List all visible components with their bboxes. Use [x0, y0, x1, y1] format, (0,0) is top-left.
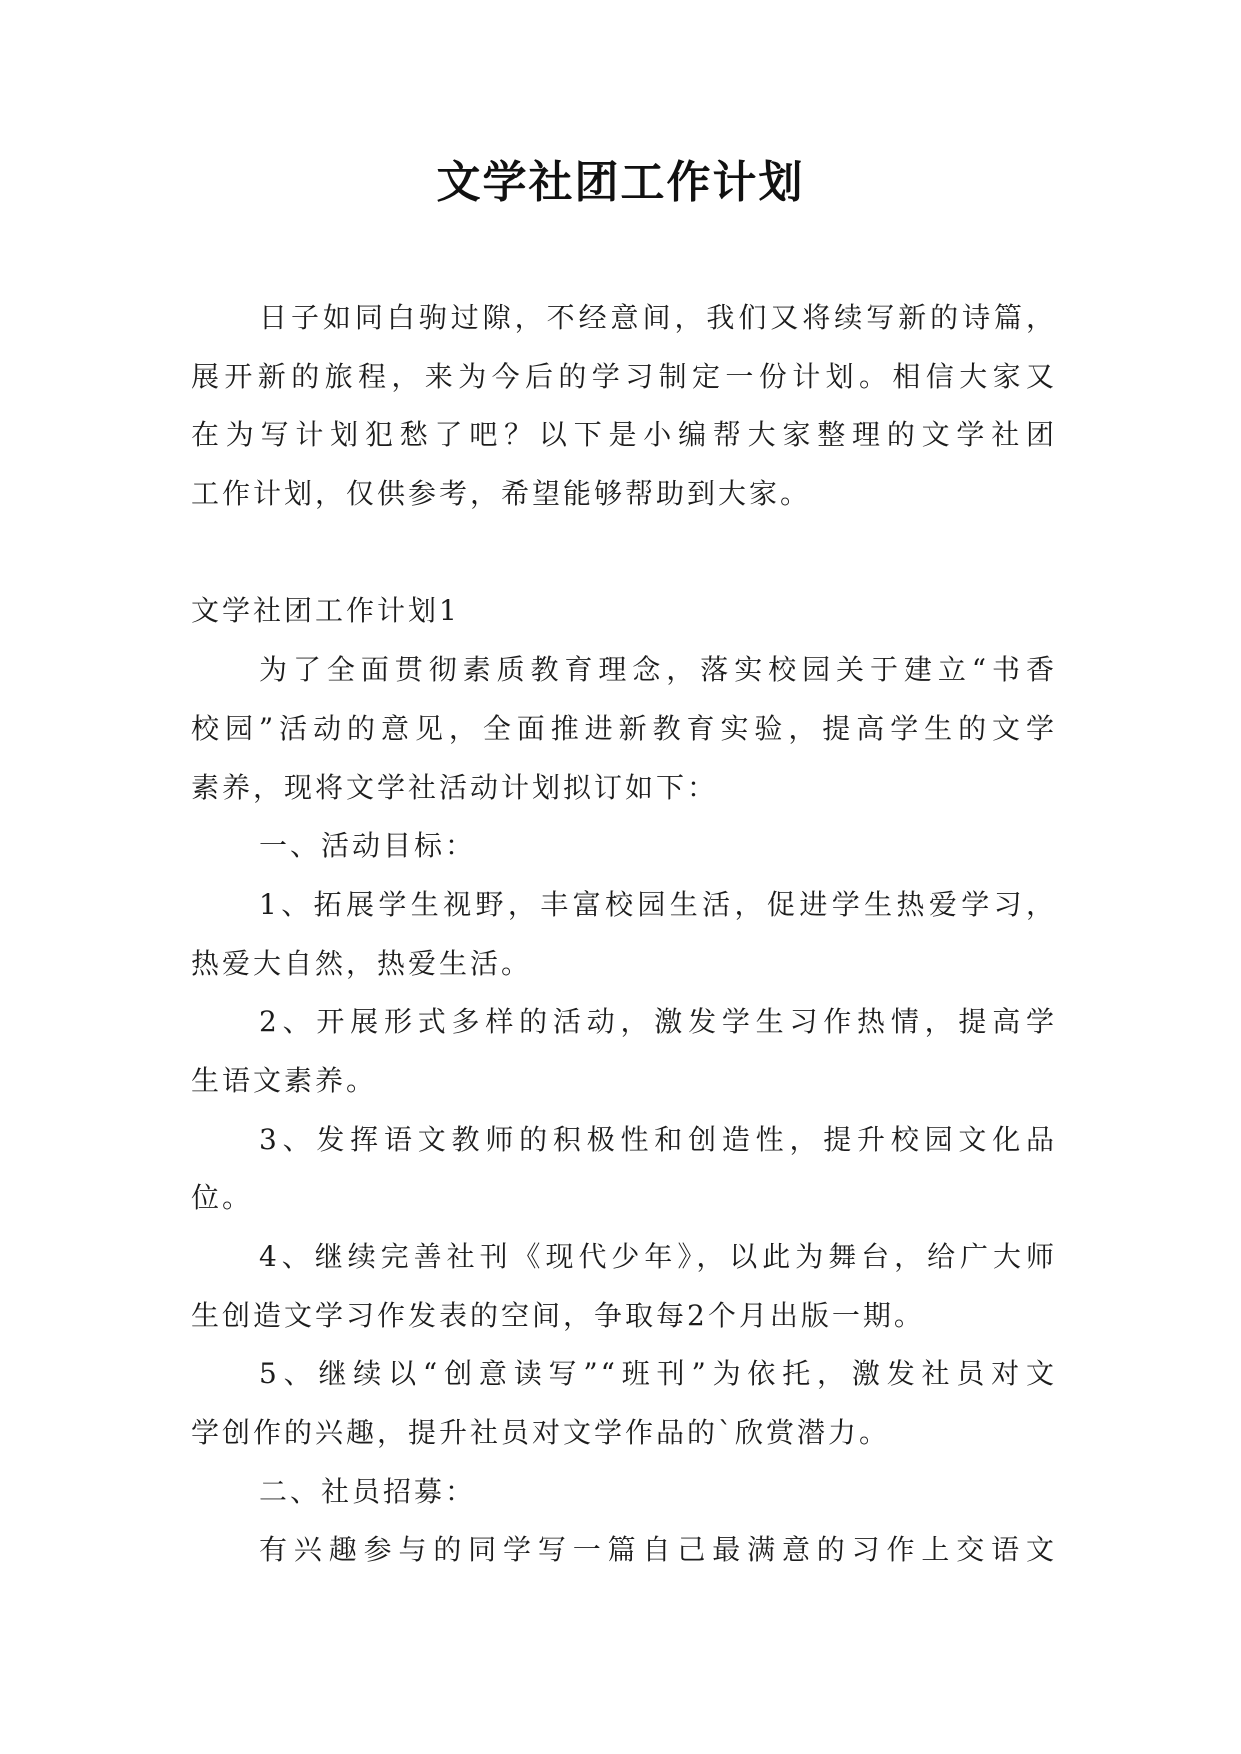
list-item-line: 学创作的兴趣，提升社员对文学作品的`欣赏潜力。	[191, 1416, 891, 1450]
list-item-line: 4、继续完善社刊《现代少年》，以此为舞台，给广大师	[259, 1240, 1057, 1273]
subheading-goals: 一、活动目标：	[259, 829, 477, 863]
intro-paragraph	[191, 289, 1057, 524]
list-item-line: 位。	[191, 1181, 254, 1215]
list-item-line: 生创造文学习作发表的空间，争取每2个月出版一期。	[191, 1298, 925, 1332]
list-item-line: 生语文素养。	[191, 1063, 378, 1097]
body-line: 校园”活动的意见，全面推进新教育实验，提高学生的文学	[191, 711, 1057, 745]
list-item-line: 3、发挥语文教师的积极性和创造性，提升校园文化品	[259, 1122, 1057, 1156]
body-line: 素养，现将文学社活动计划拟订如下：	[191, 770, 719, 804]
intro-line: 展开新的旅程，来为今后的学习制定一份计划。相信大家又	[191, 359, 1057, 393]
document-body	[191, 289, 1057, 1580]
list-item-line: 1、拓展学生视野，丰富校园生活，促进学生热爱学习，	[259, 887, 1057, 921]
document-title: 文学社团工作计划	[436, 157, 805, 208]
body-line: 为了全面贯彻素质教育理念，落实校园关于建立“书香	[259, 653, 1057, 687]
list-item-line: 2、开展形式多样的活动，激发学生习作热情，提高学	[259, 1005, 1057, 1039]
list-item-line: 5、继续以“创意读写”“班刊”为依托，激发社员对文	[259, 1357, 1057, 1391]
subheading-recruitment: 二、社员招募：	[259, 1474, 477, 1508]
section-heading: 文学社团工作计划1	[191, 594, 460, 628]
intro-line: 日子如同白驹过隙，不经意间，我们又将续写新的诗篇，	[259, 301, 1057, 334]
list-item-line: 热爱大自然，热爱生活。	[191, 946, 533, 980]
intro-line: 在为写计划犯愁了吧？以下是小编帮大家整理的文学社团	[191, 418, 1057, 452]
intro-line: 工作计划，仅供参考，希望能够帮助到大家。	[191, 477, 812, 511]
paragraph-gap	[191, 524, 1057, 583]
section-body	[191, 641, 1057, 1580]
body-line: 有兴趣参与的同学写一篇自己最满意的习作上交语文	[259, 1533, 1057, 1567]
